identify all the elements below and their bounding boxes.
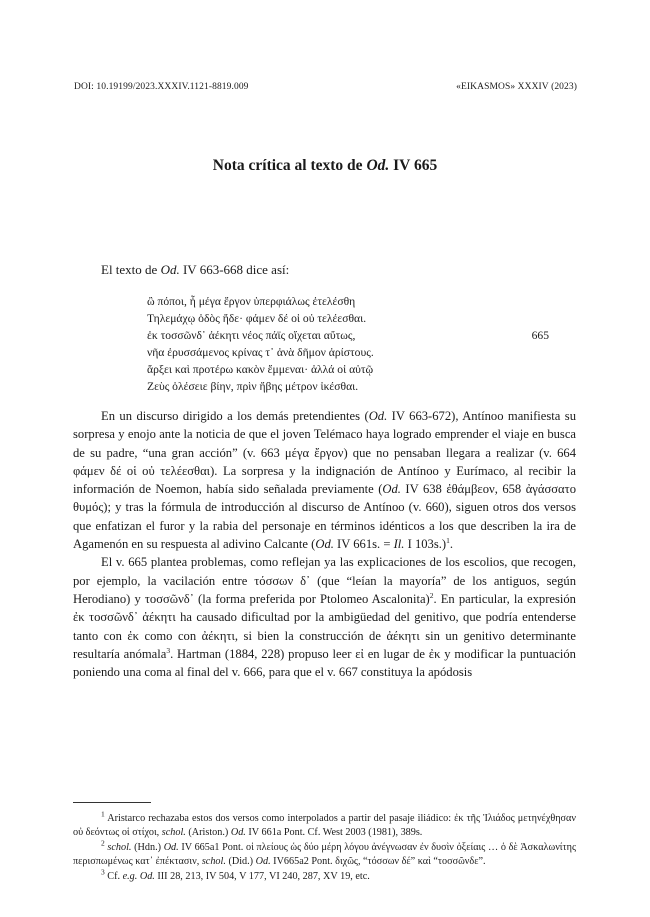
verse-line: [147, 327, 549, 344]
footnotes: [73, 809, 577, 884]
text-run: IV 661a Pont. Cf. West 2003 (1981), 389s.: [245, 827, 423, 839]
greek-verse-block: [147, 293, 549, 395]
text-run: Cf.: [104, 870, 123, 882]
text-run: El v. 665 plantea problemas, como reflejan ya las explicaciones de los escolios, que recogen, por ejemplo, la vacilación entre τόσσων δ᾽ (que “leían la mayoría” de los antiguos, según Herodiano) y τοσσῶνδ᾽ (la forma preferida por Ptolomeo Ascalonita): [73, 555, 576, 606]
work-citation: Od.: [163, 841, 179, 853]
work-citation: Od.: [255, 856, 271, 868]
journal-header: «EIKASMOS» XXXIV (2023): [456, 82, 577, 92]
work-citation: Il.: [393, 537, 405, 552]
work-citation: Od.: [368, 409, 388, 423]
footnote-divider: [73, 802, 151, 803]
verse-line: [147, 310, 549, 327]
verse-line: [147, 361, 549, 378]
footnote-3: [73, 867, 576, 884]
footnote-number: 3: [101, 867, 105, 877]
abbreviation: schol.: [161, 827, 186, 839]
intro-work: Od.: [160, 262, 180, 277]
verse-text: Ζεὺς ὀλέσειε βίην, πρὶν ἥβης μέτρον ἱκέσθαι.: [147, 380, 359, 393]
text-run: (Ariston.): [185, 827, 231, 839]
title-suffix: IV 665: [389, 157, 438, 174]
text-run: . Hartman (1884, 228) propuso leer εἰ en lugar de ἐκ y modificar la puntuación poniendo una coma al final del v. 666, para que el v. 667 constituya la apódosis: [73, 646, 576, 680]
text-run: IV 638 ἐθάμβεον, 658 ἀγάσσατο θυμός); y tras la fórmula de introducción al discurso de Antínoo (v. 660), siguen otros dos versos que enfatizan el furor y la rabia del personaje en términos idénticos a los que describen la ira de Agamenón en su respuesta al adivino Calcante (: [73, 482, 576, 552]
intro-suffix: IV 663-668 dice así:: [179, 262, 290, 277]
intro-prefix: El texto de: [101, 262, 161, 277]
text-run: En un discurso dirigido a los demás pretendientes (: [101, 409, 369, 423]
abbreviation: schol.: [201, 856, 226, 868]
abbreviation: schol.: [107, 841, 132, 853]
title-prefix: Nota crítica al texto de: [212, 157, 367, 174]
footnote-1: [73, 809, 576, 841]
doi-header: DOI: 10.19199/2023.XXXIV.1121-8819.009: [74, 82, 249, 92]
paragraph-1: [73, 407, 576, 553]
text-run: IV 661s. =: [333, 537, 394, 552]
work-citation: Od.: [230, 827, 246, 839]
work-citation: Od.: [139, 870, 155, 882]
verse-text: ἐκ τοσσῶνδ᾽ ἀέκητι νέος πάϊς οἴχεται αὔτως,: [147, 329, 356, 342]
verse-number: 665: [531, 329, 549, 342]
text-run: IV 665a1 Pont. οἱ πλείους ὡς δύο μέρη λόγου ἀνέγνωσαν ἐν δυσὶν ὀξείαις … ὁ δὲ Ἀσκαλωνίτης περισπωμένως κατ᾽ ἐπέκτασιν,: [73, 841, 577, 868]
verse-line: [147, 378, 549, 395]
text-run: I 103s.): [404, 537, 447, 552]
paragraph-2: [73, 553, 576, 681]
verse-line: [147, 344, 549, 361]
footnote-2: [73, 838, 577, 870]
verse-text: νῆα ἐρυσσάμενος κρίνας τ᾽ ἀνὰ δῆμον ἀρίστους.: [147, 346, 374, 359]
footnote-ref[interactable]: 3: [166, 645, 171, 655]
intro-line: [101, 262, 289, 278]
verse-text: Τηλεμάχῳ ὁδὸς ἥδε· φάμεν δέ οἱ οὐ τελέεσθαι.: [147, 312, 367, 325]
text-run: IV 663-672), Antínoo manifiesta su sorpresa y enojo ante la noticia de que el joven Telémaco haya logrado emprender el viaje en busca de su padre, “una gran acción” (v. 663 μέγα ἔργον) que no pensaban llegara a realizar (v. 664 φάμεν δέ οἱ οὐ τελέεσθαι). La sorpresa y la indignación de Antínoo y Eurímaco, al recibir la información de Noemon, había sido señalada previamente (: [73, 409, 577, 497]
work-citation: Od.: [382, 482, 401, 497]
body-text: [73, 407, 576, 681]
footnote-ref[interactable]: 1: [446, 535, 450, 545]
work-citation: Od.: [315, 537, 334, 552]
text-run: Aristarco rechazaba estos dos versos como interpolados a partir del pasaje iliádico: ἐκ τῆς Ἰλιάδος μετηνέχθησαν οὐ δεόντως οἱ στίχοι,: [73, 813, 576, 839]
text-run: . En particular, la expresión ἐκ τοσσῶνδ᾽ ἀέκητι ha causado dificultad por la ambigüedad del genitivo, que podría entenderse tanto con ἐκ como con ἀέκητι, si bien la construcción de ἀέκητι sin un genitivo determinante resultaría anómala: [73, 591, 576, 661]
text-run: IV665a2 Pont. διχῶς, “τόσσων δέ” καὶ “τοσσῶνδε”.: [270, 856, 486, 868]
text-run: (Hdn.): [131, 841, 164, 853]
verse-line: [147, 293, 549, 310]
verse-text: ὢ πόποι, ἦ μέγα ἔργον ὑπερφιάλως ἐτελέσθη: [147, 295, 356, 308]
text-run: (Did.): [225, 856, 256, 868]
article-title: [0, 157, 650, 175]
footnote-number: 1: [101, 809, 105, 819]
title-work: Od.: [366, 157, 390, 174]
text-run: .: [449, 537, 453, 552]
abbreviation: e.g.: [122, 870, 138, 882]
verse-text: ἄρξει καὶ προτέρω κακὸν ἔμμεναι· ἀλλά οἱ αὐτῷ: [147, 363, 374, 376]
footnote-number: 2: [101, 838, 105, 848]
text-run: III 28, 213, IV 504, V 177, VI 240, 287, XV 19, etc.: [154, 870, 370, 882]
footnote-ref[interactable]: 2: [429, 590, 434, 600]
